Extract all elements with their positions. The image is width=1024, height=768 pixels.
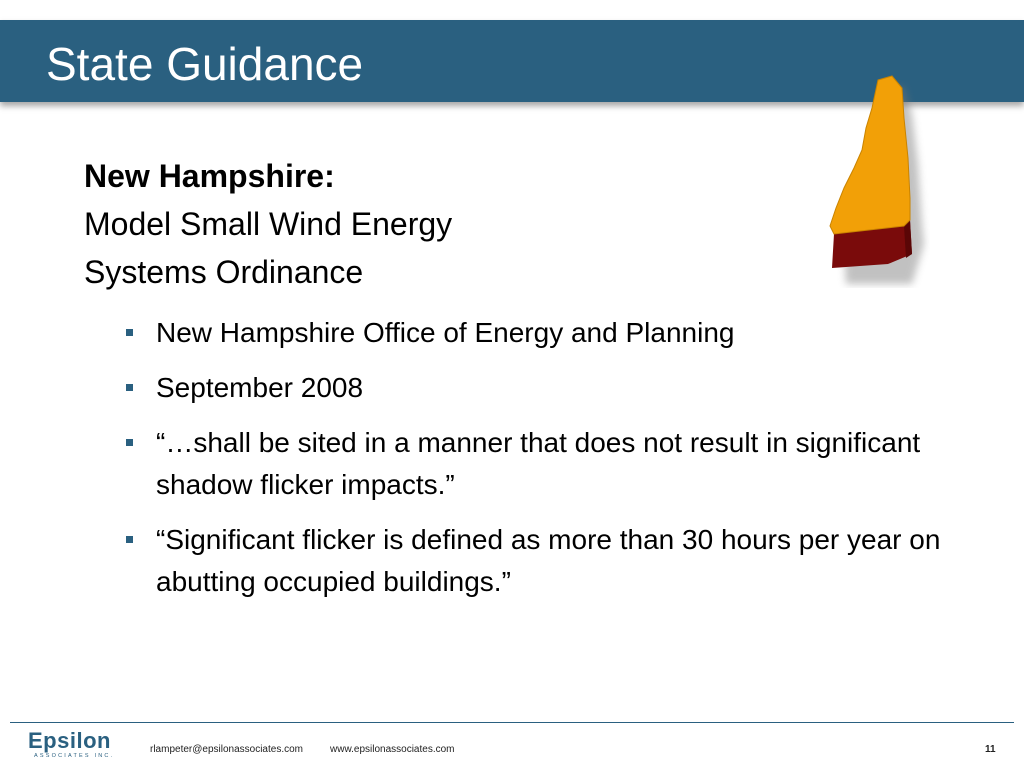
bullet-text: “…shall be sited in a manner that does not result in significant shadow flicker impacts.” bbox=[156, 427, 921, 500]
bullet-text: September 2008 bbox=[156, 372, 364, 403]
new-hampshire-map-icon bbox=[820, 68, 930, 288]
list-item bbox=[126, 367, 946, 409]
footer-website: www.epsilonassociates.com bbox=[330, 744, 455, 755]
bullet-icon bbox=[126, 329, 133, 336]
list-item bbox=[126, 422, 946, 506]
content-heading bbox=[84, 152, 452, 296]
page-number: 11 bbox=[985, 744, 996, 755]
bullet-icon bbox=[126, 439, 133, 446]
list-item bbox=[126, 519, 946, 603]
slide-title: State Guidance bbox=[46, 38, 364, 90]
bullet-text: “Significant flicker is defined as more than 30 hours per year on abutting occupied buildings.” bbox=[156, 524, 941, 597]
bullet-list bbox=[126, 312, 946, 616]
list-item bbox=[126, 312, 946, 354]
footer-divider bbox=[10, 722, 1014, 723]
bullet-icon bbox=[126, 536, 133, 543]
bullet-text: New Hampshire Office of Energy and Planning bbox=[156, 317, 735, 348]
state-name: New Hampshire: bbox=[84, 158, 335, 194]
logo-subtext: ASSOCIATES INC. bbox=[34, 753, 115, 759]
footer-email: rlampeter@epsilonassociates.com bbox=[150, 744, 303, 755]
ordinance-title-line2: Systems Ordinance bbox=[84, 254, 364, 290]
ordinance-title-line1: Model Small Wind Energy bbox=[84, 206, 453, 242]
epsilon-logo bbox=[28, 730, 128, 762]
logo-text: Epsilon bbox=[28, 728, 111, 753]
bullet-icon bbox=[126, 384, 133, 391]
